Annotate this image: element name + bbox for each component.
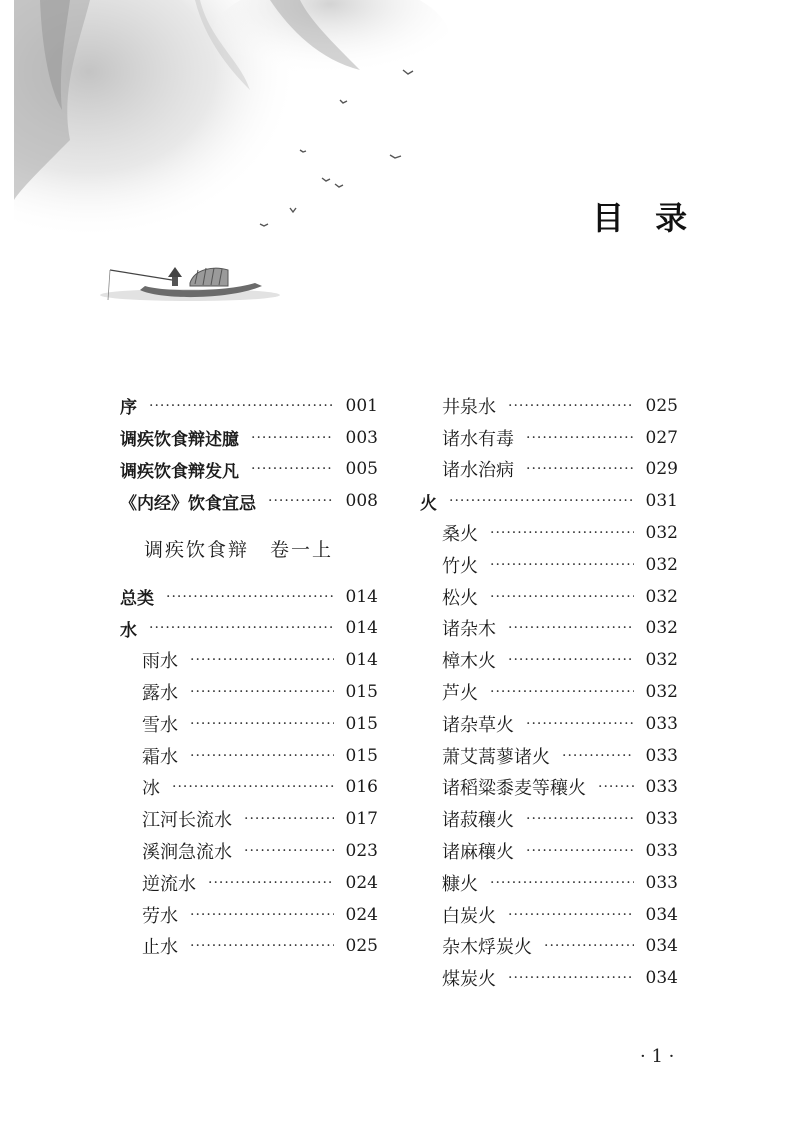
toc-entry-page: 032	[645, 523, 678, 544]
toc-entry[interactable]	[420, 422, 678, 454]
dot-leader	[190, 747, 334, 765]
toc-entry[interactable]	[120, 644, 378, 676]
toc-entry[interactable]	[120, 740, 378, 772]
toc-entry-page: 033	[645, 745, 678, 766]
toc-entry-page: 033	[645, 841, 678, 862]
toc-entry-page: 033	[645, 809, 678, 830]
toc-entry[interactable]	[120, 422, 378, 454]
toc-entry-page: 032	[645, 682, 678, 703]
toc-entry[interactable]	[120, 613, 378, 645]
toc-entry[interactable]	[120, 931, 378, 963]
toc-entry[interactable]	[420, 485, 678, 517]
toc-entry-title: 霜水	[142, 746, 178, 768]
toc-entry-title: 止水	[142, 937, 178, 959]
toc-left-column	[120, 390, 378, 962]
dot-leader	[251, 429, 334, 447]
toc-entry-page: 025	[645, 395, 678, 416]
dot-leader	[244, 810, 334, 828]
page-number: · 1 ·	[640, 1046, 675, 1067]
toc-entry[interactable]	[120, 867, 378, 899]
dot-leader	[190, 651, 334, 669]
toc-entry-page: 015	[345, 745, 378, 766]
toc-entry[interactable]	[120, 772, 378, 804]
toc-entry-title: 江河长流水	[142, 810, 232, 832]
toc-entry[interactable]	[120, 676, 378, 708]
toc-entry-page: 034	[645, 936, 678, 957]
toc-entry-page: 023	[345, 841, 378, 862]
toc-entry[interactable]	[120, 485, 378, 517]
dot-leader	[598, 778, 634, 796]
toc-entry-page: 032	[645, 618, 678, 639]
dot-leader	[562, 747, 634, 765]
toc-entry-title: 调疾饮食辩述臆	[120, 430, 239, 451]
toc-entry-title: 诸水有毒	[442, 428, 514, 450]
toc-entry-page: 014	[345, 618, 378, 639]
dot-leader	[490, 556, 634, 574]
toc-entry-title: 杂木烰炭火	[442, 937, 532, 959]
toc-entry-title: 松火	[442, 587, 478, 609]
toc-entry-page: 008	[345, 491, 378, 512]
dot-leader	[490, 683, 634, 701]
dot-leader	[208, 874, 334, 892]
mountain-mist	[14, 0, 450, 240]
toc-entry-title: 总类	[120, 589, 154, 610]
toc-entry-page: 034	[645, 968, 678, 989]
toc-entry[interactable]	[420, 962, 678, 994]
toc-entry-title: 诸杂木	[442, 619, 496, 641]
dot-leader	[508, 906, 634, 924]
dot-leader	[508, 651, 634, 669]
toc-entry[interactable]	[420, 835, 678, 867]
toc-entry-page: 003	[345, 427, 378, 448]
toc-entry-page: 033	[645, 713, 678, 734]
toc-entry-title: 煤炭火	[442, 969, 496, 991]
toc-entry-page: 005	[345, 459, 378, 480]
toc-entry-title: 白炭火	[442, 905, 496, 927]
toc-entry-title: 冰	[142, 778, 160, 800]
toc-entry-page: 016	[345, 777, 378, 798]
toc-entry-title: 诸菽穰火	[442, 810, 514, 832]
toc-entry[interactable]	[120, 708, 378, 740]
toc-entry-title: 水	[120, 620, 137, 641]
toc-entry-title: 樟木火	[442, 651, 496, 673]
toc-entry-title: 诸水治病	[442, 460, 514, 482]
toc-entry-page: 027	[645, 427, 678, 448]
dot-leader	[190, 683, 334, 701]
toc-entry-page: 025	[345, 936, 378, 957]
dot-leader	[508, 619, 634, 637]
toc-entry-page: 032	[645, 554, 678, 575]
toc-entry-title: 诸麻穰火	[442, 842, 514, 864]
toc-entry[interactable]	[420, 390, 678, 422]
dot-leader	[190, 906, 334, 924]
dot-leader	[190, 715, 334, 733]
toc-right-column	[420, 390, 678, 994]
toc-entry[interactable]	[120, 454, 378, 486]
toc-entry-title: 诸稻粱黍麦等穰火	[442, 778, 586, 800]
toc-entry-page: 033	[645, 872, 678, 893]
toc-entry[interactable]	[420, 581, 678, 613]
toc-entry-title: 雪水	[142, 714, 178, 736]
toc-entry-title: 调疾饮食辩发凡	[120, 461, 239, 482]
toc-entry[interactable]	[420, 899, 678, 931]
toc-entry[interactable]	[420, 708, 678, 740]
toc-entry-title: 雨水	[142, 651, 178, 673]
toc-entry-title: 露水	[142, 683, 178, 705]
toc-entry-page: 031	[645, 491, 678, 512]
dot-leader	[526, 810, 634, 828]
dot-leader	[149, 397, 334, 415]
toc-entry[interactable]	[120, 581, 378, 613]
toc-entry-page: 015	[345, 713, 378, 734]
toc-entry-page: 017	[345, 809, 378, 830]
toc-entry-title: 萧艾蒿蓼诸火	[442, 746, 550, 768]
dot-leader	[526, 715, 634, 733]
dot-leader	[490, 588, 634, 606]
dot-leader	[449, 492, 634, 510]
toc-entry-title: 竹火	[442, 555, 478, 577]
toc-entry-page: 029	[645, 459, 678, 480]
toc-entry[interactable]	[120, 835, 378, 867]
toc-entry-page: 024	[345, 872, 378, 893]
dot-leader	[244, 842, 334, 860]
toc-entry-title: 逆流水	[142, 873, 196, 895]
toc-entry[interactable]	[420, 517, 678, 549]
toc-entry-title: 井泉水	[442, 396, 496, 418]
toc-entry-title: 诸杂草火	[442, 714, 514, 736]
dot-leader	[251, 460, 334, 478]
toc-entry-title: 火	[420, 493, 437, 514]
ink-landscape-illustration	[0, 0, 800, 330]
volume-heading: 调疾饮食辩 卷一上	[144, 539, 334, 562]
toc-entry[interactable]	[120, 899, 378, 931]
dot-leader	[544, 937, 634, 955]
toc-entry-page: 024	[345, 904, 378, 925]
dot-leader	[490, 524, 634, 542]
dot-leader	[166, 588, 334, 606]
fishing-boat-icon	[100, 267, 280, 301]
toc-entry-page: 015	[345, 682, 378, 703]
dot-leader	[526, 460, 634, 478]
dot-leader	[508, 397, 634, 415]
toc-entry-title: 糠火	[442, 873, 478, 895]
toc-entry[interactable]	[420, 454, 678, 486]
toc-entry[interactable]	[420, 676, 678, 708]
toc-entry-page: 032	[645, 586, 678, 607]
toc-entry[interactable]	[420, 867, 678, 899]
toc-entry-title: 序	[120, 398, 137, 419]
toc-entry[interactable]	[420, 803, 678, 835]
page-title: 目 录	[592, 199, 698, 237]
toc-entry-page: 014	[345, 650, 378, 671]
toc-entry-page: 001	[345, 395, 378, 416]
toc-entry-title: 芦火	[442, 683, 478, 705]
dot-leader	[508, 969, 634, 987]
toc-entry[interactable]	[420, 613, 678, 645]
toc-entry-page: 032	[645, 650, 678, 671]
toc-entry-page: 014	[345, 586, 378, 607]
toc-entry-page: 033	[645, 777, 678, 798]
toc-entry[interactable]	[420, 772, 678, 804]
toc-entry[interactable]	[420, 549, 678, 581]
dot-leader	[526, 842, 634, 860]
toc-entry-title: 桑火	[442, 524, 478, 546]
toc-entry[interactable]	[120, 390, 378, 422]
dot-leader	[172, 778, 334, 796]
toc-entry[interactable]	[420, 740, 678, 772]
toc-entry[interactable]	[120, 803, 378, 835]
toc-entry-title: 劳水	[142, 905, 178, 927]
toc-entry-title: 溪涧急流水	[142, 842, 232, 864]
dot-leader	[526, 429, 634, 447]
dot-leader	[490, 874, 634, 892]
toc-entry[interactable]	[420, 931, 678, 963]
dot-leader	[190, 937, 334, 955]
dot-leader	[268, 492, 334, 510]
toc-entry-page: 034	[645, 904, 678, 925]
toc-entry-title: 《内经》饮食宜忌	[120, 493, 256, 514]
toc-entry[interactable]	[420, 644, 678, 676]
dot-leader	[149, 619, 334, 637]
